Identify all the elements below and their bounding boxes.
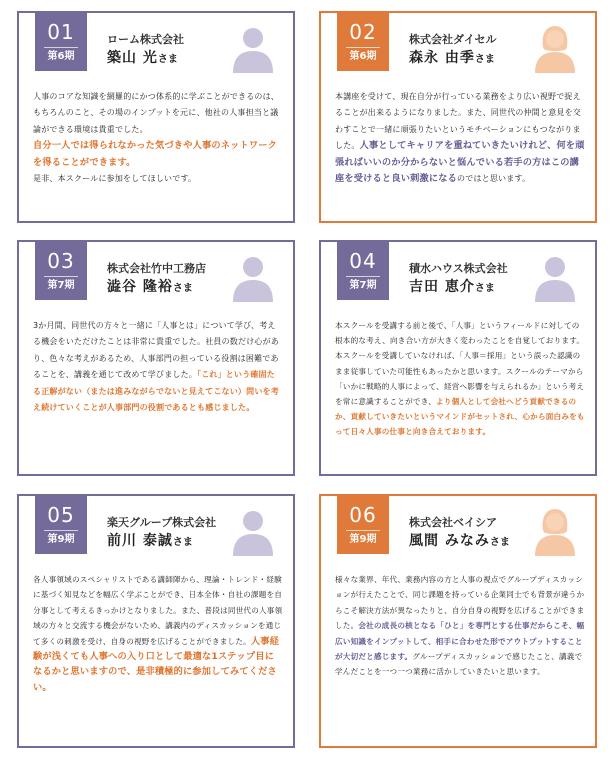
- person-name: 森永 由季さま: [409, 50, 495, 66]
- badge-term: 第7期: [47, 280, 75, 291]
- company-name: ローム株式会社: [107, 33, 184, 46]
- badge-number: 04: [349, 249, 377, 273]
- highlight-text: 人事としてキャリアを重ねていきたいけれど、何を頑張ればいいのか分からないと悩んでいる若手の方はこの講座を受けると良い刺激になる: [335, 140, 585, 185]
- badge-term: 第9期: [349, 534, 377, 545]
- testimonial-card-04: [319, 240, 597, 476]
- badge-term: 第6期: [349, 51, 377, 62]
- testimonial-card-02: [319, 11, 597, 223]
- badge-divider: [44, 276, 78, 277]
- badge-term: 第6期: [47, 51, 75, 62]
- male-silhouette-icon: [533, 252, 577, 302]
- highlight-text: 人事経験が浅くても人事への入り口として最適な1ステップ目になるかと思いますので、是非積極的に参加してみてください。: [33, 635, 280, 693]
- testimonial-card-01: [17, 11, 295, 223]
- female-silhouette-icon: [533, 23, 577, 73]
- badge-number: 05: [47, 503, 75, 527]
- female-silhouette-icon: [533, 506, 577, 556]
- company-name: 楽天グループ株式会社: [107, 516, 217, 529]
- testimonial-text: 本スクールを受講する前と後で、「人事」というフィールドに対しての根本的な考え、向き合い方が大きく変わったことを自覚しております。本スクールを受講していなければ、「人事＝採用」という誤った認識のまま従事していた可能性もあったかと思います。スクールのテーマから「いかに戦略的人事によって、経営へ影響を与えられるか」という考えを常に意識することができ、より個人として会社へどう貢献できるのか、貢献していきたいというマインドがセットされ、心から面白みをもって日々人事の仕事と向き合えております。: [335, 321, 585, 437]
- company-name: 株式会社竹中工務店: [107, 262, 206, 275]
- badge-divider: [44, 530, 78, 531]
- badge-term: 第9期: [47, 534, 75, 545]
- highlight-text: 「これ」という確固たる正解がない（または進みながらでないと見えてこない）問いを考え続けていくことが人事部門の役割であるとも感じました。: [33, 370, 279, 413]
- badge-number: 03: [47, 249, 75, 273]
- company-name: 株式会社ベイシア: [409, 516, 497, 529]
- badge-divider: [346, 276, 380, 277]
- badge-divider: [44, 47, 78, 48]
- person-name: 築山 光さま: [107, 50, 178, 66]
- person-name: 風間 みなみさま: [409, 533, 510, 549]
- person-name: 澁谷 隆裕さま: [107, 279, 193, 295]
- highlight-text: 会社の成長の核となる「ひと」を専門とする仕事だからこそ、幅広い知識をインプットして、相手に合わせた形でアウトプットすることが大切だと感じます。: [335, 621, 585, 662]
- number-badge: [337, 11, 389, 71]
- badge-divider: [346, 530, 380, 531]
- testimonial-card-06: [319, 494, 597, 748]
- highlight-text: 自分一人では得られなかった気づきや人事のネットワークを得ることができます。: [33, 140, 278, 168]
- testimonial-text: 本講座を受けて、現在自分が行っている業務をより広い視野で捉えることが出来るようになりました。また、同世代の仲間と意見を交わすことで一緒に頑張りたいというモチベーションにもつながりました。人事としてキャリアを重ねていきたいけれど、何を頑張ればいいのか分からないと悩んでいる若手の方はこの講座を受けると良い刺激になるのではと思います。: [335, 92, 585, 185]
- number-badge: [337, 240, 389, 300]
- testimonial-card-03: [17, 240, 295, 476]
- testimonial-text: 3か月間、同世代の方々と一緒に「人事とは」について学び、考える機会をいただけたことは非常に貴重でした。社員の数だけ心があり、色々な考えがあるため、人事部門の担っている役割は困難であることを、講義を通じて改めて学びました。「これ」という確固たる正解がない（または進みながらでないと見えてこない）問いを考え続けていくことが人事部門の役割であるとも感じました。: [33, 321, 279, 413]
- male-silhouette-icon: [231, 506, 275, 556]
- male-silhouette-icon: [231, 23, 275, 73]
- badge-term: 第7期: [349, 280, 377, 291]
- number-badge: [337, 494, 389, 554]
- person-name: 吉田 恵介さま: [409, 279, 495, 295]
- badge-number: 02: [349, 20, 377, 44]
- badge-number: 06: [349, 503, 377, 527]
- company-name: 株式会社ダイセル: [409, 33, 497, 46]
- badge-number: 01: [47, 20, 75, 44]
- number-badge: [35, 11, 87, 71]
- person-name: 前川 泰誠さま: [107, 533, 193, 549]
- badge-divider: [346, 47, 380, 48]
- number-badge: [35, 240, 87, 300]
- testimonial-text: 様々な業界、年代、業務内容の方と人事の視点でグループディスカッションが行えたことで、同じ課題を持っている企業同士でも背景が違うからこそ解決方法が異なったりと、自分自身の視野を広げることができました。会社の成長の核となる「ひと」を専門とする仕事だからこそ、幅広い知識をインプットして、相手に合わせた形でアウトプットすることが大切だと感じます。グループディスカッションで感じたこと、講義で学んだことを一つ一つ業務に活かしていきたいと思います。: [335, 575, 585, 677]
- number-badge: [35, 494, 87, 554]
- testimonial-text: 各人事領域のスペシャリストである講師陣から、理論・トレンド・経験に基づく知見などを幅広く学ぶことができ、日本全体・自社の課題を自分事として考えるきっかけとなりました。また、普段は同世代の人事領域の方々と交流する機会がないため、講義内のディスカッションを通じて多くの刺激を受け、自身の視野を広げることができました。人事経験が浅くても人事への入り口として最適な1ステップ目になるかと思いますので、是非積極的に参加してみてください。: [33, 575, 283, 693]
- male-silhouette-icon: [231, 252, 275, 302]
- company-name: 積水ハウス株式会社: [409, 262, 508, 275]
- testimonial-text: 人事のコアな知識を網羅的にかつ体系的に学ぶことができるのは、もちろんのこと、その場のインプットを元に、他社の人事担当と議論ができる環境は貴重でした。 自分一人では得られなかった気づきや人事のネットワークを得ることができます。 是非、本スクールに参加をしてほしいです。: [33, 92, 279, 184]
- highlight-text: より個人として会社へどう貢献できるのか、貢献していきたいというマインドがセットされ、心から面白みをもって日々人事の仕事と向き合えております。: [335, 397, 585, 437]
- testimonial-card-05: [17, 494, 295, 748]
